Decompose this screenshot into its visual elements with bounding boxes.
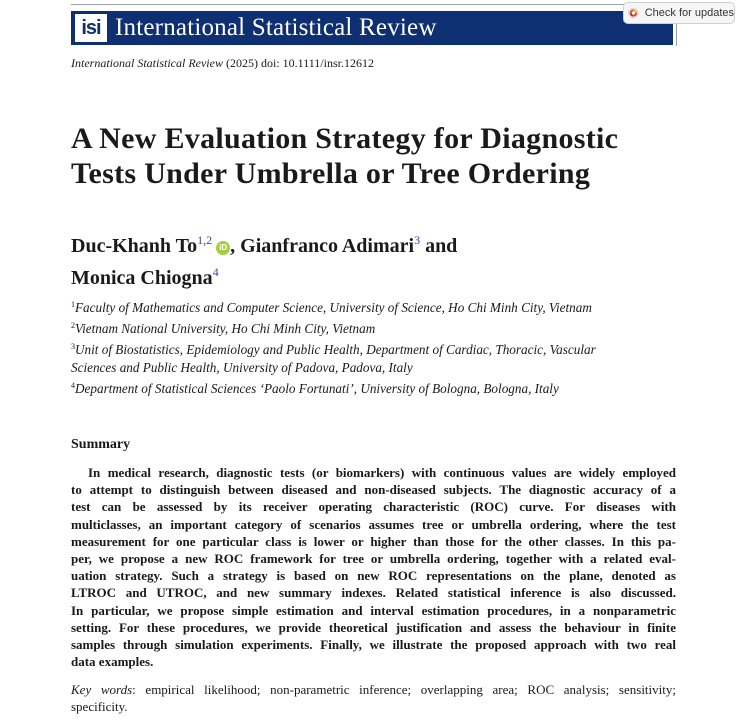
author-affiliation-ref[interactable]: 3 bbox=[414, 233, 421, 247]
abstract-line: to attempt to distinguish between diseased and non-diseased subjects. The diagnostic accuracy of a bbox=[71, 482, 676, 498]
author-list bbox=[71, 227, 457, 291]
abstract-line: In medical research, diagnostic tests (or biomarkers) with continuous values are widely employed bbox=[88, 465, 676, 480]
orcid-icon[interactable]: iD bbox=[216, 241, 230, 255]
authors-line-2 bbox=[71, 259, 457, 291]
abstract-line: LTROC and UTROC, and new summary indexes. Related statistical inference is also discussed. bbox=[71, 585, 676, 601]
abstract-line: per, we propose a new ROC framework for tree or umbrella ordering, together with a related eval- bbox=[71, 550, 676, 566]
keywords-line: specificity. bbox=[71, 699, 128, 714]
abstract-line: test can be assessed by its receiver operating characteristic (ROC) curve. For diseases with bbox=[71, 499, 676, 515]
summary-abstract bbox=[71, 464, 676, 670]
affiliation-item-continuation: Sciences and Public Health, University of Padova, Padova, Italy bbox=[71, 360, 413, 375]
check-for-updates-button[interactable] bbox=[623, 2, 735, 24]
affiliation-item: $^2$Vietnam National University, Ho Chi Minh City, Vietnam bbox=[71, 321, 376, 336]
affiliation-list bbox=[71, 296, 681, 398]
summary-heading: Summary bbox=[71, 437, 131, 452]
abstract-line: multiclasses, an important category of scenarios assumes tree or umbrella ordering, where the test bbox=[71, 516, 676, 532]
affiliation-item: $^1$Faculty of Mathematics and Computer Science, University of Science, Ho Chi Minh City, Vietnam bbox=[71, 300, 592, 315]
author-affiliation-ref[interactable]: 1,2 bbox=[197, 233, 213, 247]
affiliation-item: $^4$Department of Statistical Sciences ‘Paolo Fortunati’, University of Bologna, Bologna, Italy bbox=[71, 381, 559, 396]
author-separator: , bbox=[230, 235, 241, 257]
citation-doi: (2025) doi: 10.1111/insr.12612 bbox=[222, 56, 374, 70]
author-affiliation-ref[interactable]: 4 bbox=[212, 265, 219, 279]
affiliation-item: $^3$Unit of Biostatistics, Epidemiology and Public Health, Department of Cardiac, Thoracic, Vascular bbox=[71, 342, 596, 357]
title-line-1: A New Evaluation Strategy for Diagnostic bbox=[71, 122, 619, 155]
keywords-line bbox=[71, 681, 676, 698]
abstract-line: In particular, we propose simple estimation and interval estimation procedures, in a nonparametric bbox=[71, 602, 676, 618]
keywords-label: Key words bbox=[71, 682, 133, 697]
check-updates-icon bbox=[628, 6, 639, 20]
abstract-line: setting. For these procedures, we provide theoretical justification and assess the behaviour in finite bbox=[71, 619, 676, 635]
author-conjunction: and bbox=[420, 235, 458, 257]
author-name: Monica Chiogna bbox=[71, 267, 213, 289]
journal-banner bbox=[71, 11, 673, 45]
abstract-line: samples through simulation experiments. Finally, we illustrate the proposed approach with two real bbox=[71, 636, 676, 652]
citation-journal: International Statistical Review bbox=[71, 56, 223, 70]
journal-name: International Statistical Review bbox=[115, 14, 437, 41]
author-name: Gianfranco Adimari bbox=[240, 235, 415, 257]
paper-title bbox=[71, 121, 711, 191]
keywords-block bbox=[71, 681, 676, 715]
title-line-2: Tests Under Umbrella or Tree Ordering bbox=[71, 157, 591, 190]
check-updates-label: Check for updates bbox=[644, 7, 734, 19]
abstract-line: measurement for one particular class is lower or higher than those for the other classes. In this pa- bbox=[71, 533, 676, 549]
keywords-list: : empirical likelihood; non-parametric inference; overlapping area; ROC analysis; sensitivity; bbox=[132, 682, 676, 697]
abstract-line: data examples. bbox=[71, 654, 154, 670]
isi-logo: isi bbox=[75, 14, 107, 42]
author-name: Duc-Khanh To bbox=[71, 235, 198, 257]
citation-line bbox=[71, 56, 374, 71]
authors-line-1 bbox=[71, 227, 457, 259]
abstract-line: uation strategy. Such a strategy is based on new ROC representations on the plane, denoted as bbox=[71, 568, 676, 584]
